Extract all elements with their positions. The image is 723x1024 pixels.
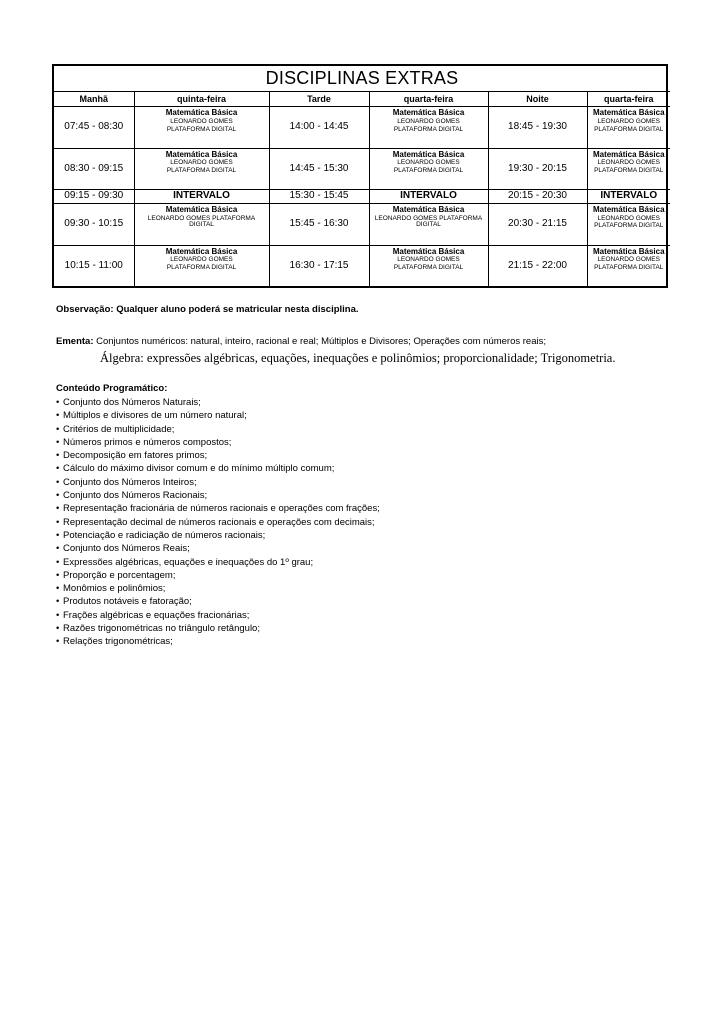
teacher-name: LEONARDO GOMES PLATAFORMA DIGITAL <box>374 214 483 229</box>
list-item <box>56 476 380 489</box>
list-item <box>56 609 380 622</box>
list-item <box>56 569 380 582</box>
time-slot: 16:30 - 17:15 <box>269 245 369 286</box>
platform-label: PLATAFORMA DIGITAL <box>594 222 664 230</box>
list-item <box>56 635 380 648</box>
list-item <box>56 396 380 409</box>
platform-label: PLATAFORMA DIGITAL <box>594 263 664 271</box>
break-label: INTERVALO <box>369 190 488 204</box>
list-item <box>56 529 380 542</box>
content-list <box>56 396 380 649</box>
list-item <box>56 502 380 515</box>
bullet-icon: • <box>56 450 60 462</box>
class-cell <box>587 204 670 245</box>
list-item <box>56 436 380 449</box>
list-item <box>56 556 380 569</box>
schedule-grid <box>54 66 670 286</box>
subject-name: Matemática Básica <box>392 149 465 159</box>
ementa-text: Conjuntos numéricos: natural, inteiro, racional e real; Múltiplos e Divisores; Operações com números reais; <box>93 336 546 347</box>
header-cell: quinta-feira <box>134 92 269 107</box>
bullet-icon: • <box>56 463 60 475</box>
platform-label: PLATAFORMA DIGITAL <box>594 166 664 174</box>
time-slot: 09:30 - 10:15 <box>54 204 134 245</box>
class-cell <box>587 107 670 148</box>
list-item <box>56 449 380 462</box>
list-item-text: Conjunto dos Números Reais; <box>63 543 190 555</box>
header-cell: Noite <box>488 92 587 107</box>
subject-name: Matemática Básica <box>592 246 665 256</box>
list-item-text: Conjunto dos Números Inteiros; <box>63 476 197 488</box>
time-slot: 18:45 - 19:30 <box>488 107 587 148</box>
teacher-name: LEONARDO GOMES <box>170 117 233 125</box>
header-cell: quarta-feira <box>587 92 670 107</box>
time-slot: 10:15 - 11:00 <box>54 245 134 286</box>
list-item-text: Produtos notáveis e fatoração; <box>63 596 192 608</box>
bullet-icon: • <box>56 503 60 515</box>
ementa-label: Ementa: <box>56 336 94 347</box>
list-item <box>56 516 380 529</box>
subject-name: Matemática Básica <box>592 205 665 215</box>
subject-name: Matemática Básica <box>165 108 238 118</box>
list-item <box>56 622 380 635</box>
platform-label: PLATAFORMA DIGITAL <box>393 166 464 174</box>
subject-name: Matemática Básica <box>592 149 665 159</box>
list-item <box>56 542 380 555</box>
bullet-icon: • <box>56 609 60 621</box>
observation-note: Observação: Qualquer aluno poderá se matricular nesta disciplina. <box>56 304 359 315</box>
list-item-text: Conjunto dos Números Naturais; <box>63 397 201 408</box>
schedule-table <box>52 64 668 288</box>
time-slot: 20:15 - 20:30 <box>488 190 587 204</box>
list-item-text: Expressões algébricas, equações e inequações do 1º grau; <box>63 556 314 568</box>
class-cell <box>587 148 670 189</box>
list-item <box>56 462 380 475</box>
class-row <box>54 245 670 286</box>
time-slot: 08:30 - 09:15 <box>54 148 134 189</box>
list-item-text: Relações trigonométricas; <box>63 636 173 648</box>
class-cell <box>134 204 269 245</box>
teacher-name: LEONARDO GOMES <box>397 255 460 263</box>
bullet-icon: • <box>56 516 60 528</box>
class-row <box>54 148 670 189</box>
list-item-text: Frações algébricas e equações fracionárias; <box>63 609 250 621</box>
bullet-icon: • <box>56 476 60 488</box>
schedule-title: DISCIPLINAS EXTRAS <box>54 66 670 92</box>
list-item-text: Representação fracionária de números racionais e operações com frações; <box>63 503 380 515</box>
time-slot: 19:30 - 20:15 <box>488 148 587 189</box>
platform-label: PLATAFORMA DIGITAL <box>166 125 237 133</box>
time-slot: 20:30 - 21:15 <box>488 204 587 245</box>
header-cell: quarta-feira <box>369 92 488 107</box>
platform-label: PLATAFORMA DIGITAL <box>393 263 464 271</box>
bullet-icon: • <box>56 529 60 541</box>
teacher-name: LEONARDO GOMES <box>397 117 460 125</box>
header-cell: Tarde <box>269 92 369 107</box>
time-slot: 14:45 - 15:30 <box>269 148 369 189</box>
time-slot: 15:30 - 15:45 <box>269 190 369 204</box>
time-slot: 15:45 - 16:30 <box>269 204 369 245</box>
list-item-text: Múltiplos e divisores de um número natural; <box>63 410 247 422</box>
teacher-name: LEONARDO GOMES PLATAFORMA DIGITAL <box>147 214 256 229</box>
subject-name: Matemática Básica <box>165 246 238 256</box>
class-cell <box>369 204 488 245</box>
class-cell <box>369 107 488 148</box>
break-label: INTERVALO <box>134 190 269 204</box>
schedule-title-row <box>54 66 670 92</box>
schedule-header-row <box>54 92 670 107</box>
bullet-icon: • <box>56 410 60 422</box>
class-cell <box>587 245 670 286</box>
subject-name: Matemática Básica <box>392 205 465 215</box>
list-item <box>56 423 380 436</box>
bullet-icon: • <box>56 623 60 635</box>
header-cell: Manhã <box>54 92 134 107</box>
class-cell <box>369 148 488 189</box>
list-item-text: Razões trigonométricas no triângulo retângulo; <box>63 623 260 635</box>
class-row <box>54 204 670 245</box>
list-item <box>56 595 380 608</box>
class-cell <box>134 245 269 286</box>
time-slot: 14:00 - 14:45 <box>269 107 369 148</box>
ementa-continuation: Álgebra: expressões algébricas, equações, inequações e polinômios; proporcionalidade; Trigonometria. <box>100 351 616 365</box>
teacher-name: LEONARDO GOMES <box>170 159 233 167</box>
ementa-line <box>56 336 546 347</box>
list-item <box>56 582 380 595</box>
list-item-text: Cálculo do máximo divisor comum e do mínimo múltiplo comum; <box>63 463 335 475</box>
bullet-icon: • <box>56 596 60 608</box>
platform-label: PLATAFORMA DIGITAL <box>393 125 464 133</box>
bullet-icon: • <box>56 556 60 568</box>
bullet-icon: • <box>56 569 60 581</box>
list-item-text: Conjunto dos Números Racionais; <box>63 490 208 502</box>
list-item <box>56 409 380 422</box>
platform-label: PLATAFORMA DIGITAL <box>166 166 237 174</box>
list-item <box>56 489 380 502</box>
bullet-icon: • <box>56 423 60 435</box>
bullet-icon: • <box>56 397 60 408</box>
list-item-text: Números primos e números compostos; <box>63 436 232 448</box>
time-slot: 09:15 - 09:30 <box>54 190 134 204</box>
break-row <box>54 190 670 204</box>
class-cell <box>369 245 488 286</box>
subject-name: Matemática Básica <box>392 246 465 256</box>
list-item-text: Decomposição em fatores primos; <box>63 450 208 462</box>
teacher-name: LEONARDO GOMES <box>170 255 233 263</box>
bullet-icon: • <box>56 543 60 555</box>
class-cell <box>134 148 269 189</box>
bullet-icon: • <box>56 490 60 502</box>
class-row <box>54 107 670 148</box>
subject-name: Matemática Básica <box>392 108 465 118</box>
platform-label: PLATAFORMA DIGITAL <box>594 125 664 133</box>
subject-name: Matemática Básica <box>165 205 238 215</box>
teacher-name: LEONARDO GOMES <box>597 255 660 263</box>
list-item-text: Monômios e polinômios; <box>63 583 166 595</box>
content-title: Conteúdo Programático: <box>56 383 168 394</box>
list-item-text: Proporção e porcentagem; <box>63 569 176 581</box>
list-item-text: Critérios de multiplicidade; <box>63 423 175 435</box>
subject-name: Matemática Básica <box>592 108 665 118</box>
teacher-name: LEONARDO GOMES <box>597 159 660 167</box>
teacher-name: LEONARDO GOMES <box>597 214 660 222</box>
time-slot: 07:45 - 08:30 <box>54 107 134 148</box>
bullet-icon: • <box>56 583 60 595</box>
time-slot: 21:15 - 22:00 <box>488 245 587 286</box>
teacher-name: LEONARDO GOMES <box>597 117 660 125</box>
list-item-text: Representação decimal de números racionais e operações com decimais; <box>63 516 375 528</box>
bullet-icon: • <box>56 436 60 448</box>
list-item-text: Potenciação e radiciação de números racionais; <box>63 529 266 541</box>
break-label: INTERVALO <box>587 190 670 204</box>
teacher-name: LEONARDO GOMES <box>397 159 460 167</box>
bullet-icon: • <box>56 636 60 648</box>
subject-name: Matemática Básica <box>165 149 238 159</box>
platform-label: PLATAFORMA DIGITAL <box>166 263 237 271</box>
class-cell <box>134 107 269 148</box>
